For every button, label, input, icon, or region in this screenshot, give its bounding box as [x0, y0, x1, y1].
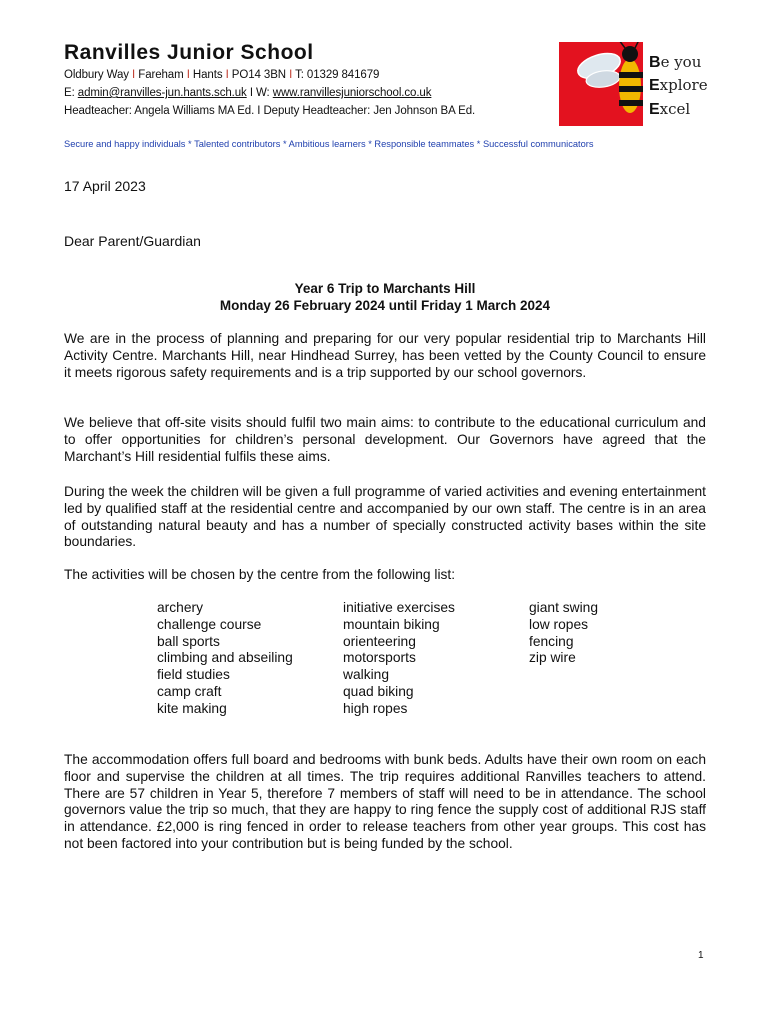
- activity-item: initiative exercises: [343, 600, 455, 615]
- paragraph-programme: During the week the children will be given a full programme of varied activities and evening entertainment led by qualified staff at the residential centre and accompanied by our own staff. The centre is in an area of outstanding natural beauty and has a number of specially constructed activity bases within the site boundaries.: [64, 484, 706, 550]
- page-number: 1: [698, 950, 704, 961]
- salutation: Dear Parent/Guardian: [64, 233, 201, 249]
- activity-item: camp craft: [157, 683, 222, 699]
- paragraph-aims: We believe that off-site visits should fulfil two main aims: to contribute to the educational curriculum and to offer opportunities for children’s personal development. Our Governors have agreed that the Marchant’s Hill residential fulfils these aims.: [64, 415, 706, 464]
- activity-item: low ropes: [529, 616, 589, 632]
- activity-item: field studies: [157, 667, 230, 683]
- motto-text: e you: [660, 53, 702, 71]
- motto-line: [649, 76, 708, 95]
- letter-date: 17 April 2023: [64, 178, 146, 194]
- activities-column-3: [529, 600, 709, 667]
- separator: I: [225, 69, 229, 81]
- separator: I: [186, 69, 190, 81]
- motto-initial: E: [649, 101, 660, 118]
- school-name: Ranvilles Junior School: [64, 41, 314, 64]
- email-link[interactable]: admin@ranvilles-jun.hants.sch.uk: [77, 87, 247, 99]
- motto-line: [649, 100, 690, 119]
- activity-item: kite making: [157, 700, 227, 716]
- activity-item: giant swing: [529, 600, 599, 615]
- separator: I: [132, 69, 136, 81]
- paragraph-accommodation: The accommodation offers full board and bedrooms with bunk beds. Adults have their own room on each floor and supervise the children at all times. The trip requires additional Ranvilles teachers to attend. There are 57 children in Year 5, therefore 7 members of staff will need to be in attendance. The school governors value the trip so much, that they are happy to ring fence the supply cost of additional RJS staff in attendance. £2,000 is ring fenced in order to release teachers from other year groups. This cost has not been factored into your contribution but is being funded by the school.: [64, 752, 706, 851]
- email-label: E:: [64, 87, 75, 99]
- trip-title: Year 6 Trip to Marchants Hill: [294, 281, 476, 296]
- bee-icon: [559, 42, 643, 126]
- activity-item: motorsports: [343, 650, 416, 666]
- activity-item: archery: [157, 600, 204, 615]
- activities-intro: The activities will be chosen by the centre from the following list:: [64, 567, 456, 582]
- motto-line: [649, 53, 701, 72]
- school-logo: [559, 42, 643, 126]
- address-town: Fareham: [138, 69, 184, 81]
- activities-column-1: [157, 600, 337, 718]
- activity-item: challenge course: [157, 616, 262, 632]
- paragraph-intro: We are in the process of planning and preparing for our very popular residential trip to Marchants Hill Activity Centre. Marchants Hill, near Hindhead Surrey, has been vetted by the County Council to ensure it meets rigorous safety requirements and is a trip supported by our school governors.: [64, 331, 706, 380]
- email-web-line: [64, 87, 431, 99]
- activity-item: ball sports: [157, 633, 220, 649]
- trip-dates: Monday 26 February 2024 until Friday 1 March 2024: [219, 298, 551, 313]
- motto-text: xplore: [659, 76, 708, 94]
- phone-number: T: 01329 841679: [295, 69, 380, 81]
- school-values: Secure and happy individuals * Talented contributors * Ambitious learners * Responsible teammates * Successful communicators: [64, 139, 594, 149]
- activity-item: orienteering: [343, 633, 416, 649]
- web-label: I W:: [249, 87, 270, 99]
- activity-item: climbing and abseiling: [157, 650, 293, 666]
- address-postcode: PO14 3BN: [231, 69, 286, 81]
- address-county: Hants: [192, 69, 223, 81]
- motto-initial: E: [649, 77, 660, 94]
- activities-column-2: [343, 600, 523, 718]
- activity-item: fencing: [529, 633, 574, 649]
- motto-initial: B: [649, 54, 661, 71]
- address-street: Oldbury Way: [64, 69, 129, 81]
- activity-item: zip wire: [529, 650, 576, 666]
- activity-item: mountain biking: [343, 616, 440, 632]
- staff-line: Headteacher: Angela Williams MA Ed. I Deputy Headteacher: Jen Johnson BA Ed.: [64, 105, 476, 117]
- separator: I: [289, 69, 293, 81]
- activity-item: walking: [343, 667, 390, 683]
- activity-item: quad biking: [343, 683, 414, 699]
- activity-item: high ropes: [343, 700, 408, 716]
- address-line: [64, 69, 379, 81]
- motto-text: xcel: [659, 100, 691, 118]
- website-link[interactable]: www.ranvillesjuniorschool.co.uk: [272, 87, 432, 99]
